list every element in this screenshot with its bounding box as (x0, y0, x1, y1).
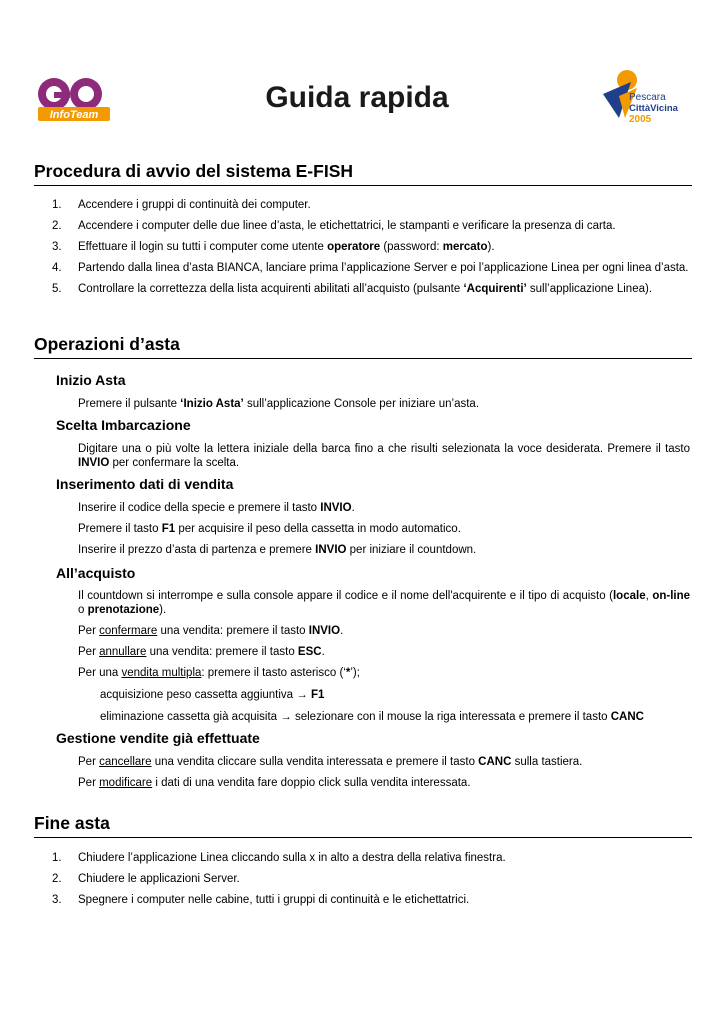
subheading-scelta-imbarcazione: Scelta Imbarcazione (56, 417, 191, 433)
arrow-right-icon: → (296, 689, 308, 701)
paragraph-acquisto-multipla: Per una vendita multipla: premere il tasto asterisco (‘*’); (78, 667, 360, 679)
paragraph-acquisto-1: Il countdown si interrompe e sulla console appare il codice e il nome dell'acquirente e il tipo di acquisto (locale, on-line o prenotazione). (78, 590, 691, 616)
list-item: 2. Chiudere le applicazioni Server. (52, 873, 240, 885)
list-item: 1. Accendere i gruppi di continuità dei computer. (52, 199, 311, 211)
paragraph-inserimento-3: Inserire il prezzo d’asta di partenza e premere INVIO per iniziare il countdown. (78, 544, 477, 556)
paragraph-acquisto-aggiuntiva: acquisizione peso cassetta aggiuntiva → F1 (100, 689, 325, 701)
end-steps-list (52, 851, 692, 914)
paragraph-acquisto-annullare: Per annullare una vendita: premere il tasto ESC. (78, 646, 325, 658)
paragraph-scelta-imbarcazione: Digitare una o più volte la lettera iniziale della barca fino a che risulti selezionata la voce desiderata. Premere il tasto INVIO per confermare la scelta. (78, 443, 690, 469)
svg-text:Pescara: Pescara (629, 92, 666, 103)
subheading-gestione-vendite: Gestione vendite già effettuate (56, 730, 260, 746)
pescara-cittavicina-logo (597, 66, 689, 126)
list-item: 4. Partendo dalla linea d’asta BIANCA, lanciare prima l’applicazione Server e poi l’applicazione Linea per ogni linea d’asta. (52, 262, 689, 274)
paragraph-inizio-asta: Premere il pulsante ‘Inizio Asta’ sull’applicazione Console per iniziare un’asta. (78, 398, 480, 410)
paragraph-gestione-modificare: Per modificare i dati di una vendita fare doppio click sulla vendita interessata. (78, 777, 471, 789)
list-item: 3. Effettuare il login su tutti i computer come utente operatore (password: mercato). (52, 241, 495, 253)
subheading-inserimento-dati: Inserimento dati di vendita (56, 476, 234, 492)
subheading-inizio-asta: Inizio Asta (56, 372, 126, 388)
section-heading-avvio: Procedura di avvio del sistema E-FISH (34, 160, 692, 186)
arrow-right-icon: → (280, 711, 292, 723)
paragraph-gestione-cancellare: Per cancellare una vendita cliccare sulla vendita interessata e premere il tasto CANC sulla tastiera. (78, 756, 583, 768)
list-item: 2. Accendere i computer delle due linee d’asta, le etichettatrici, le stampanti e verificare la presenza di carta. (52, 220, 616, 232)
list-item: 1. Chiudere l’applicazione Linea cliccando sulla x in alto a destra della relativa finestra. (52, 852, 506, 864)
section-heading-fine-asta: Fine asta (34, 812, 692, 838)
paragraph-inserimento-2: Premere il tasto F1 per acquisire il peso della cassetta in modo automatico. (78, 523, 461, 535)
startup-steps-list (52, 198, 692, 303)
subheading-all-acquisto: All’acquisto (56, 565, 136, 581)
list-item: 5. Controllare la correttezza della lista acquirenti abilitati all’acquisto (pulsante ‘Acquirenti’ sull’applicazione Linea). (52, 283, 653, 295)
svg-text:2005: 2005 (629, 114, 652, 125)
list-item: 3. Spegnere i computer nelle cabine, tutti i gruppi di continuità e le etichettatrici. (52, 894, 470, 906)
paragraph-acquisto-eliminazione: eliminazione cassetta già acquisita → selezionare con il mouse la riga interessata e premere il tasto CANC (100, 711, 644, 723)
svg-text:CittàVicina: CittàVicina (629, 103, 678, 114)
paragraph-acquisto-confermare: Per confermare una vendita: premere il tasto INVIO. (78, 625, 344, 637)
paragraph-inserimento-1: Inserire il codice della specie e premere il tasto INVIO. (78, 502, 355, 514)
logo-left-text: InfoTeam (49, 109, 99, 121)
section-heading-operazioni: Operazioni d’asta (34, 333, 692, 359)
document-title: Guida rapida (265, 81, 449, 114)
